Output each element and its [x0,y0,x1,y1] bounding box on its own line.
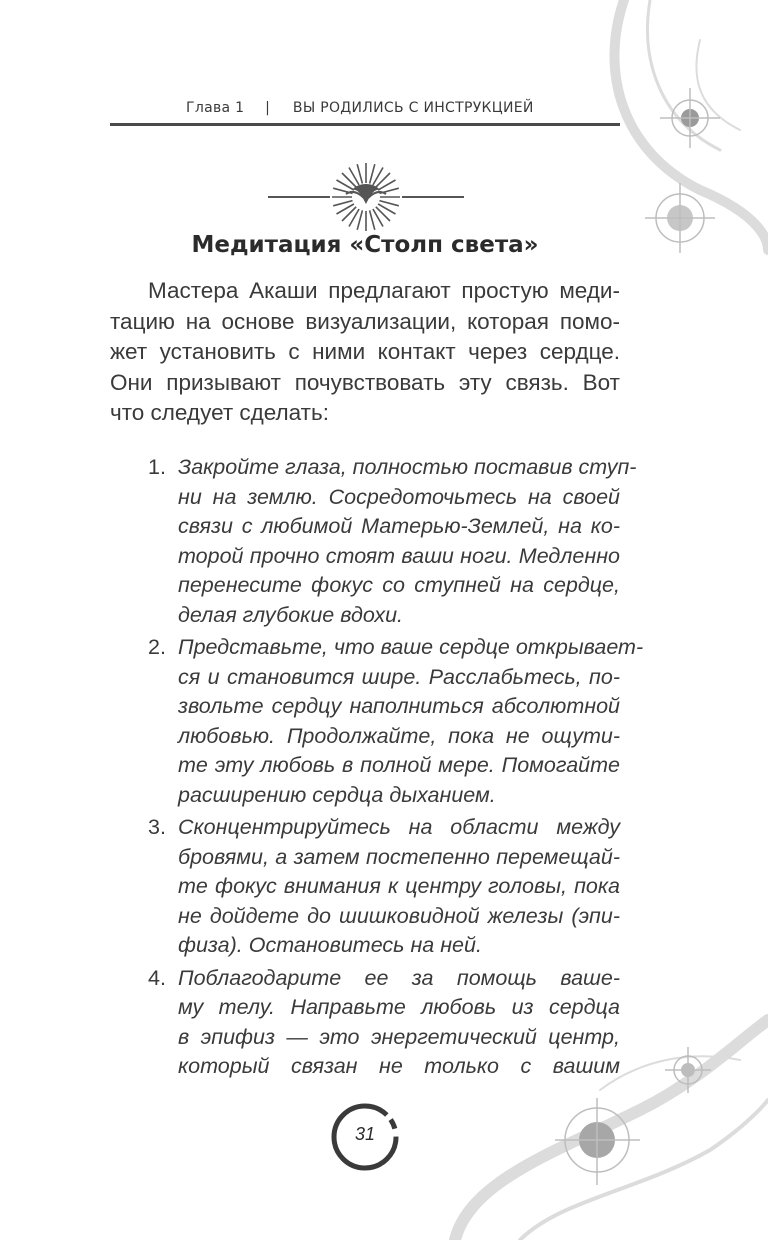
step-line: ни на землю. Сосредоточьтесь на своей [178,484,620,509]
target-icon-mid [645,183,715,253]
target-icon-bottom-large [555,1098,640,1185]
step-number: 1. [148,455,166,479]
step-line: те эту любовь в полной мере. Помогайте [178,753,620,777]
top-right-swirl-thin [648,0,720,150]
page-number: 31 [354,1124,376,1144]
target-icon-bottom-small [665,1047,711,1093]
section-title: Медитация «Столп света» [191,232,539,258]
step-line: делая глубокие вдохи. [178,602,404,627]
step-line: не дойдете до шишковидной железы (эпи- [178,903,620,928]
list-item [148,633,644,810]
list-item [148,964,620,1082]
intro-line: Они призывают почувствовать эту связь. Вот [110,369,620,395]
running-header [186,100,626,120]
chapter-label: Глава 1 [186,100,245,116]
step-line: перенесите фокус со ступней на сердце, [178,573,620,597]
step-line: Закройте глаза, полностью поставив ступ- [178,455,637,479]
steps-list [148,453,644,1085]
step-line: те фокус внимания к центру головы, пока [178,874,620,898]
intro-line: жет установить с ними контакт через сердце. [110,339,620,364]
list-item [148,453,637,630]
step-line: Поблагодарите ее за помощь ваше- [178,965,620,990]
step-number: 2. [148,635,166,659]
step-line: связи с любимой Матерью-Землей, на ко- [178,514,620,538]
step-line: физа). Остановитесь на ней. [178,933,482,957]
intro-paragraph [110,276,620,429]
header-separator: | [265,100,271,116]
radiant-emblem-icon [268,160,464,234]
header-divider [110,123,620,126]
step-line: любовью. Продолжайте, пока не ощути- [178,723,620,748]
top-right-swirl [614,0,768,250]
target-icon-top [660,88,720,148]
intro-line: тацию на основе визуализации, которая помо- [110,308,620,334]
bottom-swirl-thin-2 [600,1056,740,1090]
step-line: бровями, а затем постепенно перемещай- [178,844,620,869]
step-number: 4. [148,965,166,990]
step-line: в эпифиз — это энергетический центр, [178,1024,620,1049]
intro-line: Мастера Акаши предлагают простую меди- [148,278,620,303]
step-line: Представьте, что ваше сердце открывает- [178,635,644,659]
bottom-swirl-thin [520,1100,768,1240]
step-line: ся и становится шире. Расслабьтесь, по- [178,664,620,689]
intro-line: что следует сделать: [110,400,329,425]
chapter-title-label: ВЫ РОДИЛИСЬ С ИНСТРУКЦИЕЙ [292,100,534,116]
step-number: 3. [148,815,166,839]
step-line: торой прочно стоят ваши ноги. Медленно [178,543,620,568]
step-line: расширению сердца дыханием. [178,782,496,807]
step-line: который связан не только с вашим [178,1054,620,1078]
step-line: Сконцентрируйтесь на области между [178,815,620,839]
step-line: звольте сердцу наполниться абсолютной [178,694,620,718]
step-line: му телу. Направьте любовь из сердца [178,995,620,1019]
top-right-swirl-2 [696,40,740,130]
list-item [148,813,620,961]
